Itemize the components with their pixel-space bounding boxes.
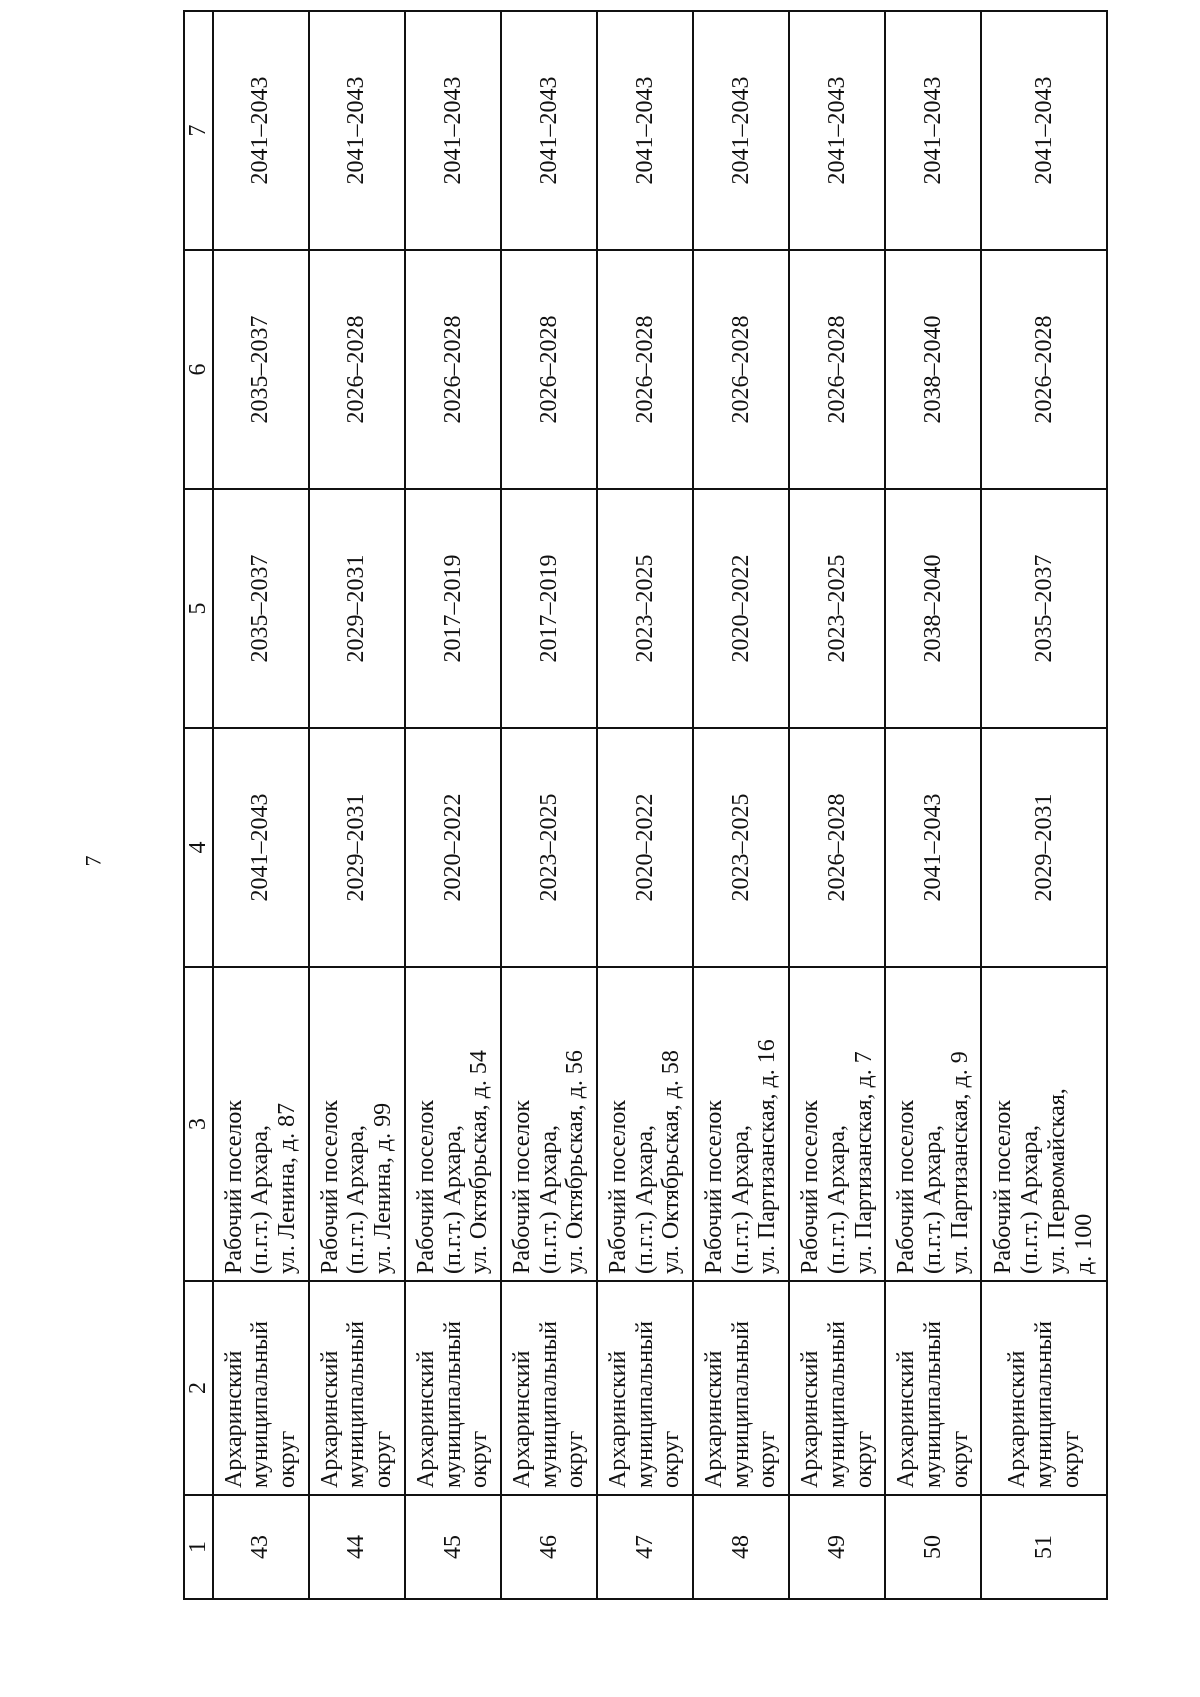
district-line: муниципальный: [247, 1320, 274, 1488]
table-row: [597, 11, 693, 1599]
row-number: 50: [885, 1495, 981, 1599]
district-line: муниципальный: [823, 1320, 850, 1488]
address-line: Рабочий поселок: [412, 1099, 439, 1274]
district-line: округ: [562, 1430, 589, 1488]
table-row: [405, 11, 501, 1599]
district-line: округ: [466, 1430, 493, 1488]
address-line: ул. Первомайская,: [1044, 1088, 1071, 1274]
address-line: Рабочий поселок: [220, 1099, 247, 1274]
address-line: ул. Октябрьская, д. 54: [466, 1050, 493, 1274]
address-line: Рабочий поселок: [796, 1099, 823, 1274]
district-line: Архаринский: [1003, 1350, 1030, 1488]
district-cell: [789, 1281, 885, 1495]
header-col-4: 4: [184, 728, 213, 967]
table-body: [213, 11, 1107, 1599]
district-line: Архаринский: [412, 1350, 439, 1488]
row-number: 47: [597, 1495, 693, 1599]
table-row: [981, 11, 1107, 1599]
period-col-4: 2041–2043: [213, 728, 309, 967]
district-line: Архаринский: [604, 1350, 631, 1488]
row-number: 43: [213, 1495, 309, 1599]
period-col-6: 2026–2028: [501, 250, 597, 489]
address-line: Рабочий поселок: [990, 1099, 1017, 1274]
district-line: муниципальный: [343, 1320, 370, 1488]
address-line: ул. Ленина, д. 87: [274, 1102, 301, 1274]
address-line: (п.г.т.) Архара,: [343, 1125, 370, 1274]
district-line: округ: [850, 1430, 877, 1488]
period-col-7: 2041–2043: [501, 11, 597, 250]
period-col-5: 2017–2019: [405, 489, 501, 728]
address-line: Рабочий поселок: [700, 1099, 727, 1274]
period-col-5: 2017–2019: [501, 489, 597, 728]
district-line: Архаринский: [892, 1350, 919, 1488]
district-line: муниципальный: [535, 1320, 562, 1488]
address-line: ул. Партизанская, д. 16: [754, 1039, 781, 1274]
table-row: [501, 11, 597, 1599]
period-col-4: 2023–2025: [501, 728, 597, 967]
district-cell: [597, 1281, 693, 1495]
row-number: 44: [309, 1495, 405, 1599]
period-col-7: 2041–2043: [693, 11, 789, 250]
period-col-5: 2020–2022: [693, 489, 789, 728]
row-number: 46: [501, 1495, 597, 1599]
district-cell: [405, 1281, 501, 1495]
period-col-4: 2020–2022: [597, 728, 693, 967]
district-line: Архаринский: [220, 1350, 247, 1488]
district-cell: [693, 1281, 789, 1495]
address-line: (п.г.т.) Архара,: [823, 1125, 850, 1274]
row-number: 49: [789, 1495, 885, 1599]
schedule-table: [183, 10, 1108, 1600]
address-line: Рабочий поселок: [508, 1099, 535, 1274]
district-line: округ: [370, 1430, 397, 1488]
district-line: муниципальный: [1030, 1320, 1057, 1488]
district-line: Архаринский: [508, 1350, 535, 1488]
district-line: округ: [946, 1430, 973, 1488]
district-line: муниципальный: [631, 1320, 658, 1488]
address-line: ул. Октябрьская, д. 58: [658, 1050, 685, 1274]
address-line: Рабочий поселок: [316, 1099, 343, 1274]
period-col-5: 2023–2025: [597, 489, 693, 728]
table-row: [789, 11, 885, 1599]
district-cell: [309, 1281, 405, 1495]
period-col-4: 2020–2022: [405, 728, 501, 967]
period-col-4: 2023–2025: [693, 728, 789, 967]
period-col-6: 2038–2040: [885, 250, 981, 489]
address-cell: [981, 967, 1107, 1281]
address-line: (п.г.т.) Архара,: [439, 1125, 466, 1274]
period-col-4: 2026–2028: [789, 728, 885, 967]
address-line: ул. Ленина, д. 99: [370, 1102, 397, 1274]
district-line: Архаринский: [700, 1350, 727, 1488]
district-line: округ: [754, 1430, 781, 1488]
district-cell: [885, 1281, 981, 1495]
district-line: округ: [1057, 1430, 1084, 1488]
period-col-5: 2029–2031: [309, 489, 405, 728]
address-line: ул. Октябрьская, д. 56: [562, 1050, 589, 1274]
address-cell: [309, 967, 405, 1281]
period-col-7: 2041–2043: [597, 11, 693, 250]
table-header: [184, 11, 213, 1599]
period-col-6: 2026–2028: [693, 250, 789, 489]
district-line: муниципальный: [919, 1320, 946, 1488]
table-row: [693, 11, 789, 1599]
address-cell: [405, 967, 501, 1281]
address-cell: [885, 967, 981, 1281]
address-line: (п.г.т.) Архара,: [535, 1125, 562, 1274]
district-cell: [213, 1281, 309, 1495]
period-col-5: 2023–2025: [789, 489, 885, 728]
period-col-7: 2041–2043: [789, 11, 885, 250]
district-line: муниципальный: [439, 1320, 466, 1488]
table-row: [213, 11, 309, 1599]
period-col-5: 2038–2040: [885, 489, 981, 728]
district-line: округ: [274, 1430, 301, 1488]
period-col-6: 2026–2028: [789, 250, 885, 489]
period-col-5: 2035–2037: [213, 489, 309, 728]
address-line: (п.г.т.) Архара,: [919, 1125, 946, 1274]
period-col-4: 2041–2043: [885, 728, 981, 967]
period-col-6: 2026–2028: [405, 250, 501, 489]
district-line: округ: [658, 1430, 685, 1488]
row-number: 51: [981, 1495, 1107, 1599]
address-line: (п.г.т.) Архара,: [247, 1125, 274, 1274]
address-line: ул. Партизанская, д. 9: [946, 1051, 973, 1274]
header-col-3: 3: [184, 967, 213, 1281]
header-col-6: 6: [184, 250, 213, 489]
period-col-4: 2029–2031: [981, 728, 1107, 967]
district-line: Архаринский: [796, 1350, 823, 1488]
header-row: [184, 11, 213, 1599]
address-line: (п.г.т.) Архара,: [1017, 1125, 1044, 1274]
address-cell: [501, 967, 597, 1281]
district-cell: [981, 1281, 1107, 1495]
header-col-7: 7: [184, 11, 213, 250]
row-number: 45: [405, 1495, 501, 1599]
header-col-2: 2: [184, 1281, 213, 1495]
address-cell: [789, 967, 885, 1281]
period-col-6: 2026–2028: [309, 250, 405, 489]
period-col-7: 2041–2043: [405, 11, 501, 250]
address-cell: [597, 967, 693, 1281]
period-col-6: 2035–2037: [213, 250, 309, 489]
district-line: Архаринский: [316, 1350, 343, 1488]
header-col-1: 1: [184, 1495, 213, 1599]
address-line: (п.г.т.) Архара,: [727, 1125, 754, 1274]
period-col-7: 2041–2043: [885, 11, 981, 250]
address-line: (п.г.т.) Архара,: [631, 1125, 658, 1274]
address-line: Рабочий поселок: [604, 1099, 631, 1274]
address-line: ул. Партизанская, д. 7: [850, 1051, 877, 1274]
period-col-7: 2041–2043: [981, 11, 1107, 250]
district-line: муниципальный: [727, 1320, 754, 1488]
row-number: 48: [693, 1495, 789, 1599]
period-col-6: 2026–2028: [981, 250, 1107, 489]
schedule-table-rotated: [183, 76, 1108, 1600]
period-col-6: 2026–2028: [597, 250, 693, 489]
address-cell: [213, 967, 309, 1281]
address-cell: [693, 967, 789, 1281]
address-line: д. 100: [1070, 1213, 1097, 1274]
period-col-4: 2029–2031: [309, 728, 405, 967]
header-col-5: 5: [184, 489, 213, 728]
page-number: 7: [80, 855, 106, 867]
district-cell: [501, 1281, 597, 1495]
table-row: [885, 11, 981, 1599]
period-col-5: 2035–2037: [981, 489, 1107, 728]
period-col-7: 2041–2043: [213, 11, 309, 250]
period-col-7: 2041–2043: [309, 11, 405, 250]
table-row: [309, 11, 405, 1599]
address-line: Рабочий поселок: [892, 1099, 919, 1274]
